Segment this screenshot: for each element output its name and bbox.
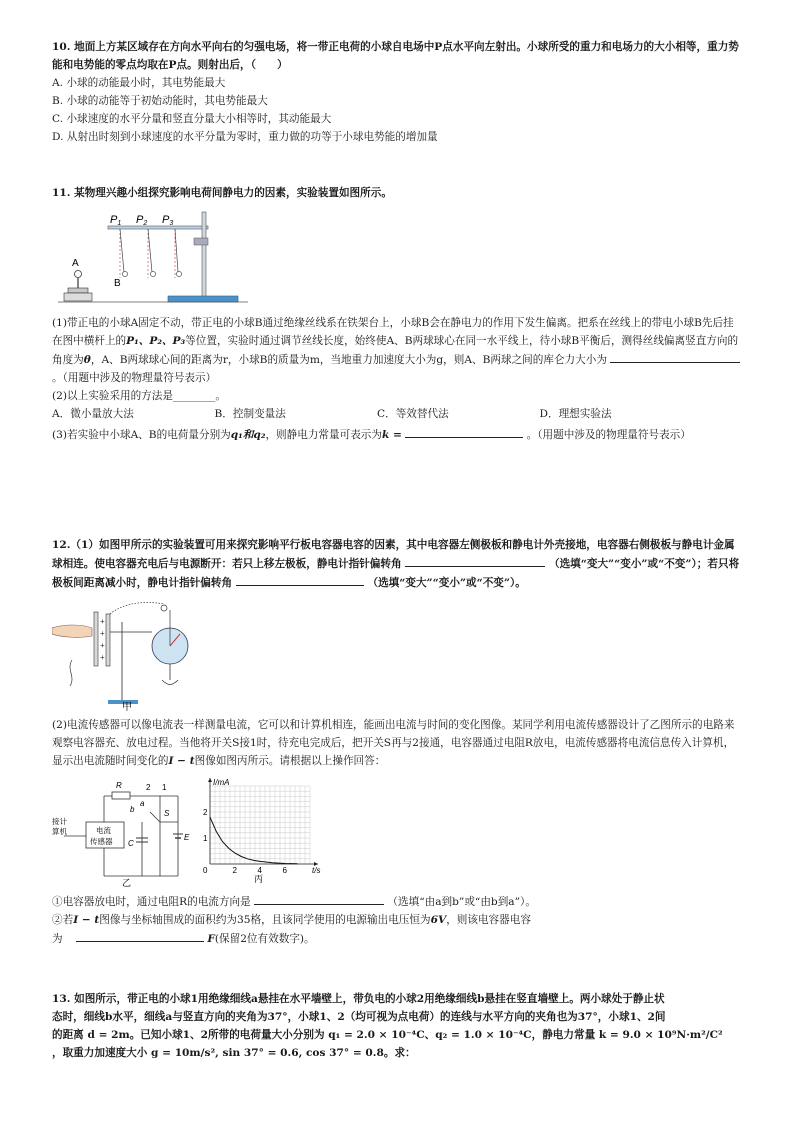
q12-subquestions (52, 892, 742, 948)
y-tick-label: 1 (203, 834, 208, 843)
label-yi: 乙 (122, 878, 132, 888)
q11-part1: (1)带正电的小球A固定不动，带正电的小球B通过绝缘丝线系在铁架台上，小球B会在静电力的作用下发生偏离。把系在丝线上的带电小球B先后挂在图中横杆上的P₁、P₂、P₃等位置，实验时通过调节丝线长度，始终使A、B两球球心在同一水平线上，待小球B平衡后，测得丝线偏离竖直方向的角度为θ，A、B两球球心间的距离为r，小球B的质量为m，当地重力加速度大小为g，则A、B两球之间的库仑力大小为 。（用题中涉及的物理量符号表示） (52, 314, 742, 387)
svg-text:接计: 接计 (52, 817, 67, 826)
svg-text:S: S (164, 809, 170, 818)
svg-text:+: + (100, 617, 105, 626)
q12-sub2: ②若I − t图像与坐标轴围成的面积约为35格，且该同学使用的电源输出电压恒为6V，则该电容器电容 (52, 914, 531, 926)
q11-apparatus-figure (58, 208, 248, 308)
svg-text:2: 2 (146, 783, 151, 792)
q11-part3: (3)若实验中小球A、B的电荷量分别为q₁和q₂，则静电力常量可表示为k = 。（用题中涉及的物理量符号表示） (52, 425, 742, 444)
svg-text:1: 1 (162, 783, 167, 792)
q11-answer-blank-1[interactable] (610, 350, 740, 363)
y-axis-label: I/mA (213, 778, 230, 787)
svg-text:+: + (100, 653, 105, 662)
q13-line3: 的距离 d = 2m。已知小球1、2所带的电荷量大小分别为 q₁ = 2.0 × 10⁻⁴C、q₂ = 1.0 × 10⁻⁴C，静电力常量 k = 9.0 × 10⁹N·m²/C² (52, 1029, 723, 1041)
label-p2: P2 (136, 214, 148, 227)
q11-stem: 11. 某物理兴趣小组探究影响电荷间静电力的因素，实验装置如图所示。 (52, 187, 392, 199)
svg-text:R: R (116, 781, 122, 790)
label-p3: P3 (162, 214, 174, 227)
discharge-curve (210, 817, 298, 864)
question-13 (52, 990, 742, 1062)
q12-answer-blank-4[interactable] (76, 929, 204, 942)
graph-grid (210, 786, 310, 864)
svg-text:算机: 算机 (52, 827, 67, 836)
x-tick-label: 6 (282, 866, 287, 875)
label-bing: 丙 (254, 874, 264, 884)
q12-sub1: ①电容器放电时，通过电阻R的电流方向是 （选填“由a到b”或“由b到a”）。 (52, 892, 742, 911)
q11-part2-options: A．微小量放大法 B．控制变量法 C．等效替代法 D．理想实验法 (52, 408, 612, 420)
label-a: A (72, 258, 79, 269)
svg-text:C: C (128, 839, 134, 848)
svg-text:b: b (130, 805, 135, 814)
q11-answer-blank-3[interactable] (405, 425, 523, 438)
q10-stem: 10. 地面上方某区域存在方向水平向右的匀强电场，将一带正电荷的小球自电场中P点水平向左射出。小球所受的重力和电场力的大小相等，重力势能和电势能的零点均取在P点。则射出后，（ ） (52, 41, 739, 71)
question-10 (52, 38, 742, 146)
q12-answer-blank-2[interactable] (236, 573, 364, 586)
svg-text:+: + (100, 641, 105, 650)
q10-option-a: A. 小球的动能最小时，其电势能最大 (52, 77, 226, 89)
label-b: B (114, 278, 121, 289)
q12-answer-blank-1[interactable] (405, 554, 545, 567)
q10-option-c: C. 小球速度的水平分量和竖直分量大小相等时，其动能最大 (52, 113, 332, 125)
svg-text:E: E (184, 833, 190, 842)
label-jia: 甲 (122, 702, 132, 712)
y-tick-label: 2 (203, 808, 208, 817)
q13-line1: 13. 如图所示，带正电的小球1用绝缘细线a悬挂在水平墙壁上，带负电的小球2用绝缘细线b悬挂在竖直墙壁上。两小球处于静止状 (52, 993, 665, 1005)
svg-text:+: + (100, 629, 105, 638)
q10-option-d: D. 从射出时刻到小球速度的水平分量为零时，重力做的功等于小球电势能的增加量 (52, 131, 438, 143)
x-tick-label: 4 (257, 866, 262, 875)
q12-figure-jia (52, 600, 222, 712)
question-12 (52, 536, 742, 592)
svg-text:a: a (140, 799, 145, 808)
q12-sub2-cont: 为 F(保留2位有效数字)。 (52, 929, 742, 948)
q12-circuit-yi (52, 776, 200, 888)
q12-it-graph-bing (200, 772, 324, 884)
q12-part1: 12.（1）如图甲所示的实验装置可用来探究影响平行板电容器电容的因素，其中电容器左侧极板和静电计外壳接地，电容器右侧极板与静电计金属球相连。使电容器充电后与电源断开：若只上移左极板，静电计指针偏转角 （选填“变大”“变小”或“不变”）；若只将极板间距离减小时，静电计指针偏转角 （选填“变大”“变小”或“不变”）。 (52, 539, 740, 589)
question-11 (52, 184, 742, 202)
q13-line4: ，取重力加速度大小 g = 10m/s², sin 37° = 0.6, cos 37° = 0.8。求： (52, 1047, 416, 1059)
x-axis-label: t/s (312, 866, 321, 875)
y-axis-arrow (208, 778, 212, 782)
q13-line2: 态时，细线b水平，细线a与竖直方向的夹角为37°，小球1、2（均可视为点电荷）的连线与水平方向的夹角也为37°，小球1、2间 (52, 1011, 666, 1023)
q11-parts (52, 314, 742, 444)
x-tick-label: 2 (232, 866, 237, 875)
x-tick-label: 0 (203, 866, 208, 875)
q11-part2: (2)以上实验采用的方法是________。 (52, 390, 226, 402)
q10-option-b: B. 小球的动能等于初始动能时，其电势能最大 (52, 95, 268, 107)
svg-text:电流: 电流 (96, 826, 111, 835)
q12-part2: (2)电流传感器可以像电流表一样测量电流，它可以和计算机相连，能画出电流与时间的变化图像。某同学利用电流传感器设计了乙图所示的电路来观察电容器充、放电过程。当他将开关S接1时，待充电完成后，把开关S再与2接通，电容器通过电阻R放电，电流传感器将电流信息传入计算机，显示出电流随时间变化的I − t图像如图丙所示。请根据以上操作回答： (52, 719, 735, 767)
label-p1: P1 (110, 214, 122, 227)
svg-text:传感器: 传感器 (90, 837, 113, 846)
q12-answer-blank-3[interactable] (254, 892, 384, 905)
